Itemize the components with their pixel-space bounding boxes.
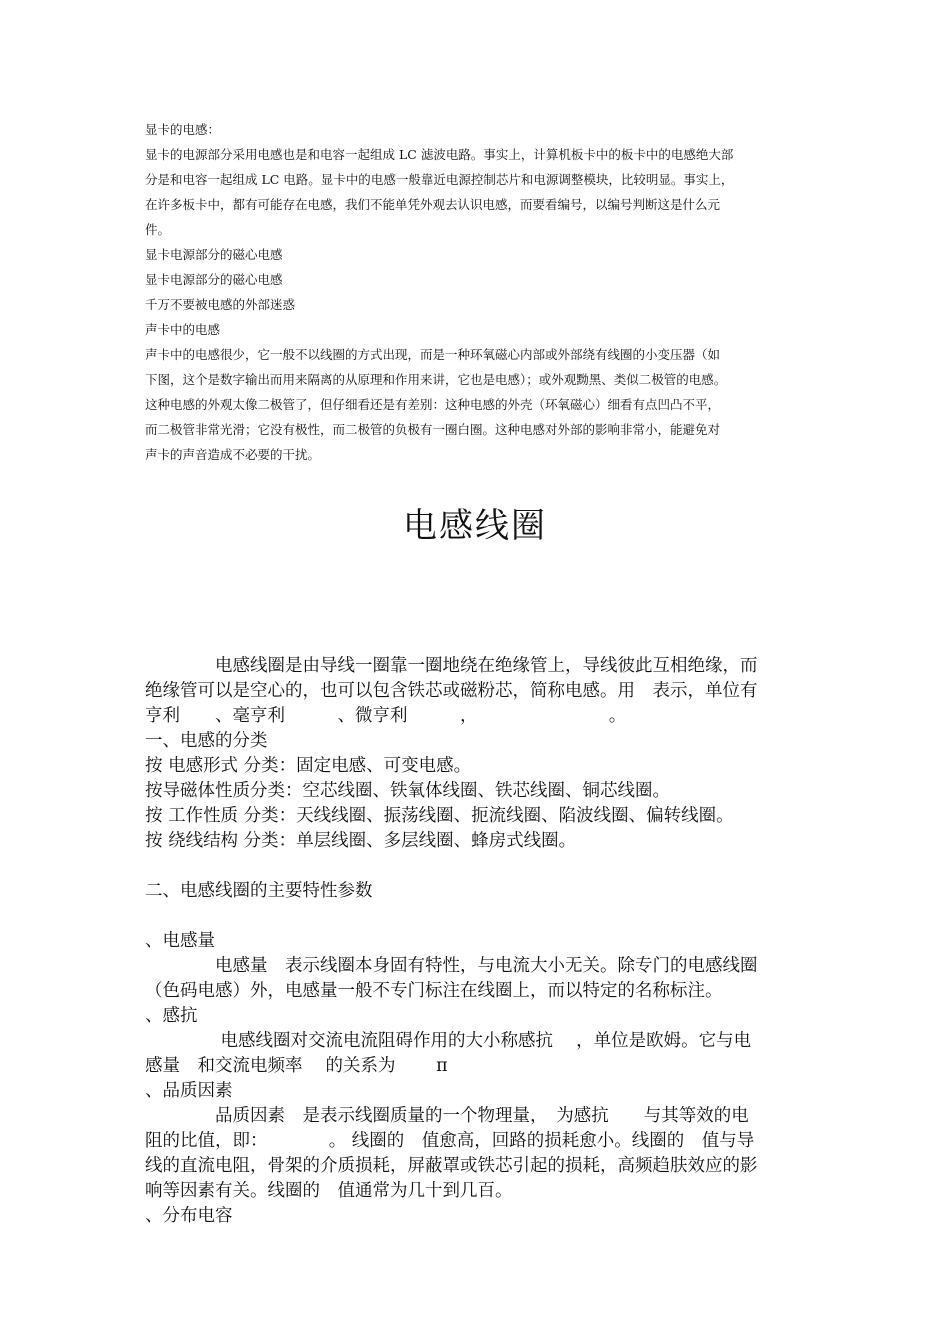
body-line: 按 绕线结构 分类：单层线圈、多层线圈、蜂房式线圈。: [145, 831, 577, 851]
body-line: 亨利 、毫亨利 、微亨利 ， 。: [145, 706, 627, 726]
intro-line: 声卡的声音造成不必要的干扰。: [145, 447, 321, 462]
intro-line: 千万不要被电感的外部迷惑: [145, 297, 296, 312]
body-line: 一、电感的分类: [145, 731, 268, 751]
intro-line: 显卡电源部分的磁心电感: [145, 247, 283, 262]
body-line: 二、电感线圈的主要特性参数: [145, 881, 373, 901]
intro-line: 声卡中的电感很少，它一般不以线圈的方式出现，而是一种环氧磁心内部或外部绕有线圈的小变压器（如: [145, 347, 721, 362]
intro-line: 显卡的电感：: [145, 122, 221, 137]
body-line: 电感线圈对交流电流阻碍作用的大小称感抗 ，单位是欧姆。它与电: [145, 1031, 752, 1051]
body-line: 、分布电容: [145, 1206, 233, 1226]
intro-line: 显卡的电源部分采用电感也是和电容一起组成 LC 滤波电路。事实上，计算机板卡中的板卡中的电感绝大部: [145, 147, 734, 162]
intro-line: 而二极管非常光滑；它没有极性，而二极管的负极有一圈白圈。这种电感对外部的影响非常小，能避免对: [145, 422, 721, 437]
body-line: 阻的比值，即： 。 线圈的 值愈高，回路的损耗愈小。线圈的 值与导: [145, 1131, 755, 1151]
body-line: 、电感量: [145, 931, 215, 951]
page-title: 电感线圈: [403, 506, 547, 546]
body-line: 感量 和交流电频率 的关系为 π: [145, 1056, 448, 1076]
body-section: [145, 654, 825, 1229]
intro-line: 下图，这个是数字输出而用来隔离的从原理和作用来讲，它也是电感）；或外观黝黑、类似二极管的电感。: [145, 372, 727, 387]
body-line: 按 电感形式 分类：固定电感、可变电感。: [145, 756, 472, 776]
intro-line: 这种电感的外观太像二极管了，但仔细看还是有差别：这种电感的外壳（环氧磁心）细看有点凹凸不平，: [145, 397, 721, 412]
body-line: 响等因素有关。线圈的 值通常为几十到几百。: [145, 1181, 513, 1201]
body-line: [145, 904, 825, 929]
body-line: 按 工作性质 分类：天线线圈、振荡线圈、扼流线圈、陷波线圈、偏转线圈。: [145, 806, 734, 826]
body-line: 电感线圈是由导线一圈靠一圈地绕在绝缘管上，导线彼此互相绝缘，而: [145, 656, 758, 676]
body-line: 、品质因素: [145, 1081, 233, 1101]
intro-section: [145, 117, 815, 467]
body-line: 品质因素 是表示线圈质量的一个物理量， 为感抗 与其等效的电: [145, 1106, 749, 1126]
body-line: 按导磁体性质分类：空芯线圈、铁氧体线圈、铁芯线圈、铜芯线圈。: [145, 781, 670, 801]
body-line: 、感抗: [145, 1006, 198, 1026]
body-line: 绝缘管可以是空心的，也可以包含铁芯或磁粉芯，简称电感。用 表示，单位有: [145, 681, 758, 701]
intro-line: 件。: [145, 222, 171, 237]
body-line: （色码电感）外，电感量一般不专门标注在线圈上，而以特定的名称标注。: [145, 981, 723, 1001]
body-line: 线的直流电阻，骨架的介质损耗，屏蔽罩或铁芯引起的损耗，高频趋肤效应的影: [145, 1156, 758, 1176]
intro-line: 声卡中的电感: [145, 322, 221, 337]
body-line: 电感量 表示线圈本身固有特性，与电流大小无关。除专门的电感线圈: [145, 956, 758, 976]
intro-line: 显卡电源部分的磁心电感: [145, 272, 283, 287]
intro-line: 在许多板卡中，都有可能存在电感，我们不能单凭外观去认识电感，而要看编号，以编号判断这是什么元: [145, 197, 721, 212]
body-line: [145, 854, 825, 879]
intro-line: 分是和电容一起组成 LC 电路。显卡中的电感一般靠近电源控制芯片和电源调整模块，比较明显。事实上，: [145, 172, 734, 187]
